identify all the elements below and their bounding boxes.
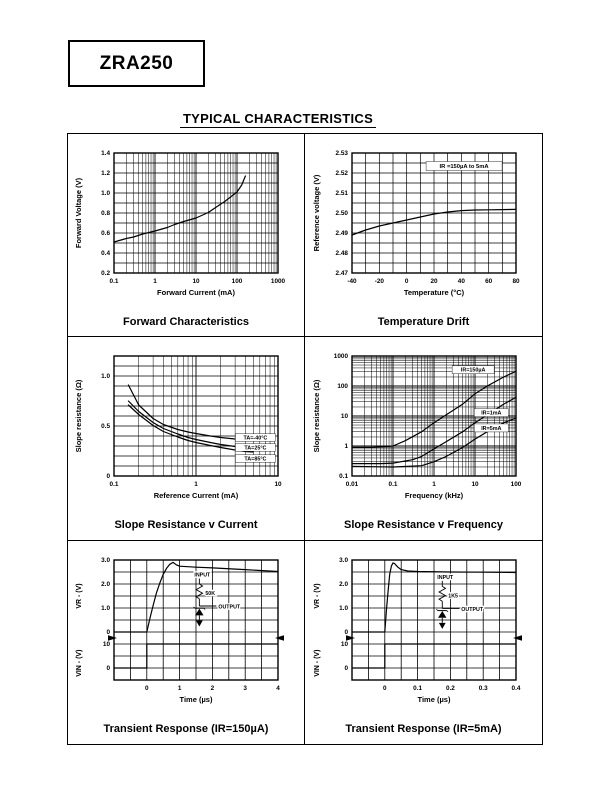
svg-text:1: 1 [177,684,182,692]
svg-text:40: 40 [457,278,465,285]
svg-text:1000: 1000 [333,353,348,361]
svg-text:10: 10 [274,481,282,489]
svg-text:1.0: 1.0 [101,604,110,612]
svg-text:0.4: 0.4 [511,684,520,692]
part-number-box [68,40,205,87]
slope-resistance-v-current-chart [68,342,304,517]
svg-text:INPUT: INPUT [194,572,211,579]
svg-text:VR - (V): VR - (V) [313,583,321,609]
svg-text:0.1: 0.1 [109,481,119,489]
svg-text:VIN - (V): VIN - (V) [313,649,321,677]
svg-text:0.1: 0.1 [338,473,348,481]
chart-title-temperature-drift: Temperature Drift [377,316,470,328]
svg-text:-40: -40 [346,278,357,285]
svg-text:Slope resistance (Ω): Slope resistance (Ω) [311,379,321,453]
slope-resistance-v-frequency-chart [306,342,542,517]
svg-text:0.1: 0.1 [388,481,397,489]
svg-text:OUTPUT: OUTPUT [460,606,483,613]
svg-text:Temperature (°C): Temperature (°C) [403,288,464,297]
svg-text:TA=25°C: TA=25°C [244,445,267,452]
svg-text:3.0: 3.0 [338,556,348,564]
svg-text:VIN - (V): VIN - (V) [76,649,83,677]
svg-text:TA=85°C: TA=85°C [244,456,267,463]
svg-text:60: 60 [484,278,492,285]
svg-text:Time (µs): Time (µs) [179,694,213,704]
svg-text:0.8: 0.8 [101,210,110,218]
svg-text:0.6: 0.6 [101,230,110,238]
chart-title-transient-response-150ua: Transient Response (IR=150µA) [103,722,269,735]
svg-text:2.50: 2.50 [335,210,348,218]
chart-cell-temperature-drift [305,134,542,337]
svg-text:2.0: 2.0 [338,580,348,588]
svg-text:1: 1 [194,481,198,489]
svg-text:3: 3 [243,684,247,692]
chart-title-slope-resistance-v-frequency: Slope Resistance v Frequency [344,519,503,532]
chart-cell-transient-response-150ua [68,541,305,744]
svg-text:OUTPUT: OUTPUT [218,604,241,611]
svg-text:0.01: 0.01 [345,481,358,489]
svg-text:IR=5mA: IR=5mA [480,426,501,433]
svg-text:0.4: 0.4 [101,250,110,258]
svg-text:1.0: 1.0 [101,373,110,381]
svg-text:2: 2 [210,684,215,692]
svg-text:TA=-40°C: TA=-40°C [243,435,268,442]
svg-text:0.2: 0.2 [445,684,455,692]
svg-text:1: 1 [343,443,348,451]
svg-text:0.1: 0.1 [109,278,119,285]
svg-text:VR - (V): VR - (V) [76,583,83,609]
chart-cell-slope-resistance-v-current [68,337,305,540]
chart-cell-slope-resistance-v-frequency [305,337,542,540]
svg-text:Frequency (kHz): Frequency (kHz) [404,491,463,501]
svg-text:2.49: 2.49 [335,230,348,238]
characteristics-grid [67,133,543,745]
svg-text:0: 0 [106,664,110,672]
svg-text:1.0: 1.0 [101,190,110,198]
svg-text:50K: 50K [205,590,216,597]
svg-text:10: 10 [340,640,348,648]
chart-title-forward-characteristics: Forward Characteristics [123,316,249,328]
svg-text:4: 4 [276,684,280,692]
svg-text:3.0: 3.0 [101,556,110,564]
svg-text:0: 0 [145,684,149,692]
svg-text:1: 1 [153,278,157,285]
svg-text:0.3: 0.3 [478,684,488,692]
svg-text:0.5: 0.5 [101,423,110,431]
section-title [67,110,489,128]
svg-text:1.4: 1.4 [101,150,110,158]
svg-text:100: 100 [231,278,243,285]
svg-text:2.53: 2.53 [335,150,348,158]
svg-text:Forward Voltage (V): Forward Voltage (V) [74,177,83,249]
svg-text:20: 20 [429,278,438,285]
transient-response-150ua-chart [68,546,304,721]
svg-text:10: 10 [340,413,348,421]
svg-text:0.2: 0.2 [101,270,110,278]
svg-text:10: 10 [102,640,110,648]
svg-text:1000: 1000 [270,278,286,285]
svg-text:2.51: 2.51 [335,190,348,198]
svg-text:0: 0 [106,628,110,636]
svg-text:IR =150µA to 5mA: IR =150µA to 5mA [439,164,489,170]
svg-text:0.1: 0.1 [412,684,422,692]
svg-text:0: 0 [404,278,408,285]
svg-text:10: 10 [470,481,479,489]
svg-text:0: 0 [106,473,110,481]
section-title-text: TYPICAL CHARACTERISTICS [180,111,376,128]
svg-text:2.48: 2.48 [335,250,348,258]
svg-text:0: 0 [382,684,387,692]
svg-text:1.0: 1.0 [338,604,348,612]
chart-cell-forward-characteristics [68,134,305,337]
svg-text:IR=150µA: IR=150µA [460,368,485,375]
svg-text:10: 10 [192,278,200,285]
svg-text:Forward Current (mA): Forward Current (mA) [157,288,235,297]
svg-text:0: 0 [343,664,348,672]
svg-text:-20: -20 [374,278,384,285]
transient-response-5ma-chart [306,546,542,721]
chart-title-slope-resistance-v-current: Slope Resistance v Current [114,519,258,532]
svg-text:Reference Current (mA): Reference Current (mA) [153,491,239,501]
svg-text:0: 0 [343,628,348,636]
svg-text:1: 1 [431,481,436,489]
temperature-drift-chart [306,139,542,314]
svg-text:80: 80 [511,278,520,285]
svg-text:IR=1mA: IR=1mA [480,410,501,417]
forward-characteristics-chart [68,139,304,314]
svg-text:2.52: 2.52 [335,170,348,178]
svg-text:1K5: 1K5 [447,593,458,600]
svg-text:100: 100 [510,481,521,489]
svg-text:1.2: 1.2 [101,170,110,178]
svg-text:Time (µs): Time (µs) [417,694,450,704]
chart-cell-transient-response-5ma [305,541,542,744]
svg-text:Slope resistance (Ω): Slope resistance (Ω) [74,379,83,453]
svg-text:2.47: 2.47 [335,270,348,278]
svg-text:2.0: 2.0 [101,580,110,588]
chart-title-transient-response-5ma: Transient Response (IR=5mA) [345,722,502,735]
svg-text:INPUT: INPUT [436,574,453,581]
svg-text:100: 100 [336,383,348,391]
svg-text:Reference voltage (V): Reference voltage (V) [311,174,321,252]
part-number: ZRA250 [99,52,174,74]
